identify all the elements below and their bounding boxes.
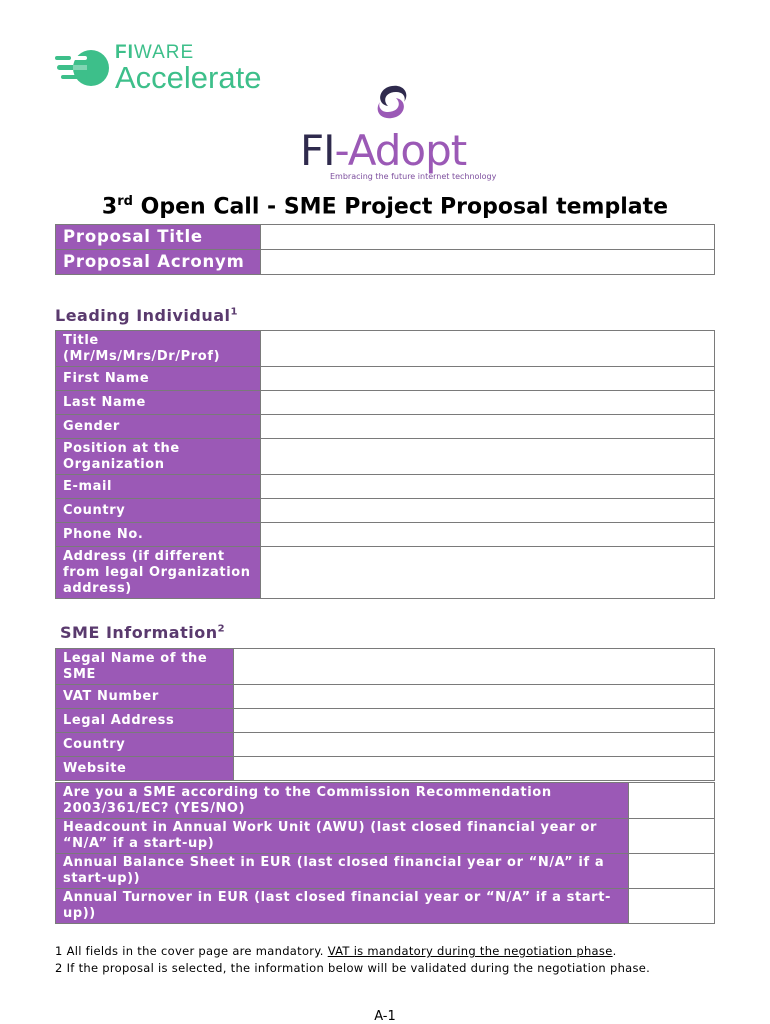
country-label: Country (56, 499, 261, 523)
proposal-title-field[interactable] (261, 225, 715, 250)
fiware-speed-icon (55, 46, 115, 96)
last-name-label: Last Name (56, 391, 261, 415)
fiware-accelerate-logo (55, 40, 275, 100)
proposal-table (55, 224, 715, 275)
balance-sheet-label: Annual Balance Sheet in EUR (last closed financial year or “N/A” if a start-up)) (56, 854, 629, 889)
proposal-title-label: Proposal Title (56, 225, 261, 250)
fi-adopt-tagline: Embracing the future internet technology (330, 172, 497, 181)
sme-information-table (55, 648, 715, 781)
fi-adopt-logo (290, 82, 497, 187)
legal-address-field[interactable] (234, 709, 715, 733)
fiware-wordmark: FIWARE (115, 42, 195, 63)
table-row (56, 439, 715, 475)
table-row (56, 709, 715, 733)
first-name-field[interactable] (261, 367, 715, 391)
leading-individual-heading-text: Leading Individual (55, 306, 231, 325)
turnover-label: Annual Turnover in EUR (last closed financial year or “N/A” if a start-up)) (56, 889, 629, 924)
email-label: E-mail (56, 475, 261, 499)
footnote-2: 2 If the proposal is selected, the information below will be validated during the negotiation phase. (55, 961, 651, 975)
accelerate-wordmark: Accelerate (115, 60, 262, 95)
website-field[interactable] (234, 757, 715, 781)
sme-information-heading-text: SME Information (60, 623, 218, 642)
vat-number-label: VAT Number (56, 685, 234, 709)
address-field[interactable] (261, 547, 715, 599)
last-name-field[interactable] (261, 391, 715, 415)
table-row (56, 733, 715, 757)
footnote-1 (55, 943, 650, 960)
phone-label: Phone No. (56, 523, 261, 547)
fi-adopt-swirl-icon (370, 82, 414, 122)
legal-address-label: Legal Address (56, 709, 234, 733)
first-name-label: First Name (56, 367, 261, 391)
turnover-field[interactable] (629, 889, 715, 924)
balance-sheet-field[interactable] (629, 854, 715, 889)
vat-number-field[interactable] (234, 685, 715, 709)
table-row (56, 499, 715, 523)
table-row (56, 854, 715, 889)
email-field[interactable] (261, 475, 715, 499)
leading-individual-heading (55, 306, 238, 325)
footnote-ref-2: 2 (217, 623, 226, 635)
title-salutation-field[interactable] (261, 331, 715, 367)
table-row (56, 547, 715, 599)
legal-name-field[interactable] (234, 649, 715, 685)
gender-field[interactable] (261, 415, 715, 439)
phone-field[interactable] (261, 523, 715, 547)
fi-adopt-wordmark: FI-Adopt (300, 126, 467, 175)
sme-questions-table (55, 782, 715, 924)
title-ordinal-number: 3 (101, 194, 118, 220)
footnote-1-text: 1 All fields in the cover page are mandatory. (55, 944, 328, 958)
table-row (56, 250, 715, 275)
website-label: Website (56, 757, 234, 781)
sme-status-answer-field[interactable] (629, 783, 715, 819)
table-row (56, 757, 715, 781)
title-text: Open Call - SME Project Proposal template (140, 194, 669, 220)
gender-label: Gender (56, 415, 261, 439)
position-field[interactable] (261, 439, 715, 475)
sme-country-field[interactable] (234, 733, 715, 757)
table-row (56, 415, 715, 439)
table-row (56, 819, 715, 854)
title-ordinal-suffix: rd (117, 194, 133, 209)
table-row (56, 685, 715, 709)
sme-country-label: Country (56, 733, 234, 757)
table-row (56, 331, 715, 367)
proposal-acronym-field[interactable] (261, 250, 715, 275)
footnote-ref-1: 1 (230, 306, 238, 318)
legal-name-label: Legal Name of the SME (56, 649, 234, 685)
footnote-1-suffix: . (612, 944, 617, 958)
proposal-acronym-label: Proposal Acronym (56, 250, 261, 275)
country-field[interactable] (261, 499, 715, 523)
leading-individual-table (55, 330, 715, 599)
address-label: Address (if different from legal Organization address) (56, 547, 261, 599)
document-title (0, 194, 770, 219)
sme-information-heading (60, 623, 225, 642)
headcount-label: Headcount in Annual Work Unit (AWU) (last closed financial year or “N/A” if a start-up) (56, 819, 629, 854)
headcount-field[interactable] (629, 819, 715, 854)
table-row (56, 225, 715, 250)
table-row (56, 783, 715, 819)
table-row (56, 523, 715, 547)
table-row (56, 889, 715, 924)
footnotes (55, 943, 650, 977)
page-number: A-1 (374, 1009, 396, 1024)
title-salutation-label: Title (Mr/Ms/Mrs/Dr/Prof) (56, 331, 261, 367)
table-row (56, 475, 715, 499)
table-row (56, 649, 715, 685)
table-row (56, 367, 715, 391)
footnote-1-underlined: VAT is mandatory during the negotiation phase (327, 944, 613, 958)
sme-status-question-label: Are you a SME according to the Commission Recommendation 2003/361/EC? (YES/NO) (56, 783, 629, 819)
position-label: Position at the Organization (56, 439, 261, 475)
table-row (56, 391, 715, 415)
